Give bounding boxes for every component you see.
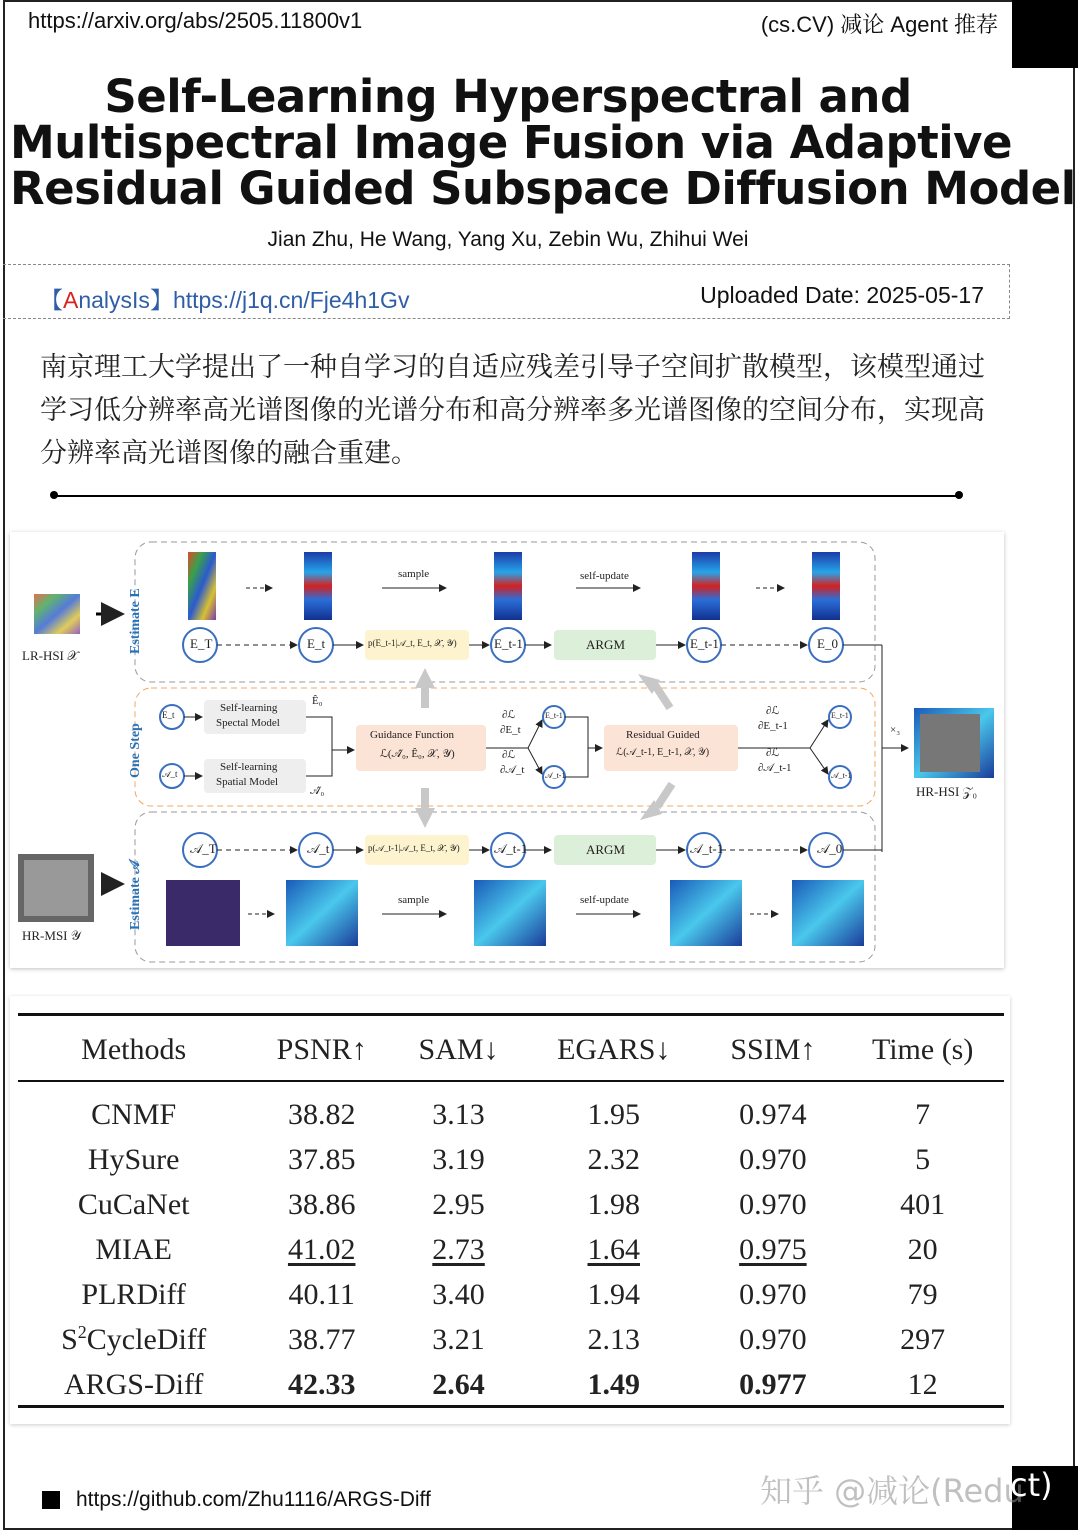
bracket: 】 [149, 287, 173, 313]
grad-label: ∂ℒ [502, 749, 516, 761]
separator-dot [955, 491, 963, 499]
table-row [18, 1362, 1004, 1407]
ssim-cell: 0.970 [739, 1142, 807, 1176]
small-node-label: 𝒜_t-1 [545, 771, 566, 780]
analysis-link[interactable] [40, 282, 409, 315]
grad-label: ∂ℒ [766, 747, 780, 759]
analysis-url[interactable]: https://j1q.cn/Fje4h1Gv [172, 287, 410, 313]
divider [1009, 264, 1010, 319]
method-cell: CNMF [91, 1097, 177, 1131]
time-cell: 79 [907, 1277, 938, 1311]
table-row [18, 1182, 1004, 1227]
psnr-cell: 41.02 [287, 1232, 356, 1266]
node-label: E_0 [817, 636, 838, 651]
col-header: Time (s) [871, 1033, 974, 1066]
grad-label: ∂E_t-1 [758, 720, 788, 732]
title-line: Residual Guided Subspace Diffusion Model [10, 162, 1076, 215]
egars-cell: 1.98 [587, 1187, 640, 1221]
node-label: E_t [307, 636, 326, 651]
node-label: E_t-1 [494, 636, 523, 651]
ssim-cell: 0.970 [739, 1322, 807, 1356]
egars-cell: 1.94 [587, 1277, 640, 1311]
e-hat-label: Ê₀ [312, 695, 323, 707]
grad-label: ∂ℒ [766, 705, 780, 717]
col-header: SAM↓ [418, 1033, 499, 1066]
method-cell: MIAE [95, 1232, 172, 1266]
grad-label: ∂ℒ [502, 709, 516, 721]
sample-label: sample [398, 894, 430, 906]
sam-cell: 3.19 [432, 1142, 485, 1176]
times-three-label: ×₃ [890, 724, 901, 736]
top-rule [18, 1013, 1004, 1016]
node-label: E_T [190, 636, 213, 651]
summary-text: 南京理工大学提出了一种自学习的自适应残差引导子空间扩散模型，该模型通过学习低分辨率高光谱图像的光谱分布和高分辨率多光谱图像的空间分布，实现高分辨率高光谱图像的融合重建。 [40, 352, 985, 469]
table-header-row [18, 1022, 1004, 1078]
node-label: E_t-1 [690, 636, 719, 651]
table-row [18, 1227, 1004, 1272]
node-label: 𝒜_t [307, 841, 330, 856]
guidance-function-label: Guidance Function [370, 729, 455, 741]
arxiv-link[interactable]: https://arxiv.org/abs/2505.11800v1 [28, 8, 363, 33]
node-label: 𝒜_0 [817, 841, 843, 856]
psnr-cell: 40.11 [288, 1277, 355, 1311]
analysis-word: nalysIs [78, 287, 150, 313]
bullet-square-icon [42, 1491, 60, 1509]
sam-cell: 2.73 [432, 1232, 485, 1266]
sam-cell: 3.40 [432, 1277, 485, 1311]
self-update-label: self-update [580, 894, 629, 906]
results-table [18, 1022, 1004, 1407]
node-label: 𝒜_t-1 [690, 841, 724, 856]
argm-label: ARGM [586, 842, 626, 857]
uploaded-date: Uploaded Date: 2025-05-17 [700, 282, 984, 308]
grad-label: ∂𝒜_t [500, 764, 525, 776]
grad-label: ∂𝒜_t-1 [758, 762, 792, 774]
results-table-box [10, 996, 1010, 1424]
psnr-cell: 37.85 [287, 1142, 356, 1176]
hr-msi-label: HR-MSI 𝒴 [22, 928, 81, 943]
corner-block-top [1012, 0, 1078, 68]
category-label: (cs.CV) 减论 Agent 推荐 [760, 12, 998, 37]
lr-hsi-cube [34, 594, 80, 634]
noise-image [166, 880, 240, 946]
egars-cell: 1.95 [587, 1097, 640, 1131]
sam-cell: 3.13 [432, 1097, 485, 1131]
ssim-cell: 0.974 [739, 1097, 807, 1131]
self-update-label: self-update [580, 570, 629, 582]
method-cell: PLRDiff [81, 1277, 186, 1311]
separator-line [52, 495, 960, 497]
egars-cell: 1.49 [587, 1367, 640, 1401]
sample-label: sample [398, 568, 430, 580]
spectral-model-label: Spectal Model [216, 717, 280, 729]
col-header: SSIM↑ [730, 1033, 816, 1066]
residual-guided-label: Residual Guided [626, 729, 700, 741]
col-header: PSNR↑ [276, 1033, 367, 1066]
small-node-label: E_t [162, 710, 175, 720]
spectral-model-label: Self-learning [220, 702, 278, 714]
method-cell: $S^2CycleDiff$ [61, 1322, 207, 1356]
egars-cell: 2.13 [587, 1322, 640, 1356]
divider [3, 264, 1010, 265]
estimate-a-label: Estimate 𝒜 [128, 860, 143, 930]
table-row [18, 1272, 1004, 1317]
title-line: Self-Learning Hyperspectral and [104, 70, 912, 123]
ssim-cell: 0.970 [739, 1187, 807, 1221]
ssim-cell: 0.975 [739, 1232, 807, 1266]
method-cell: CuCaNet [77, 1187, 190, 1221]
small-node-label: E_t-1 [831, 711, 849, 720]
estimate-e-label: Estimate E [128, 588, 143, 654]
spatial-model-label: Spatial Model [216, 776, 279, 788]
guidance-function-formula: ℒ(𝒜̂₀, Ê₀, 𝒳, 𝒴) [380, 748, 455, 760]
col-header: Methods [81, 1033, 187, 1066]
time-cell: 297 [900, 1322, 946, 1356]
watermark: 知乎 @减论(Redu [760, 1472, 1024, 1510]
hr-hsi-label: HR-HSI 𝒵₀ [916, 784, 978, 799]
one-step-label: One Step [128, 723, 143, 778]
time-cell: 20 [907, 1232, 938, 1266]
separator-dot [50, 491, 58, 499]
node-label: 𝒜_T [190, 841, 217, 856]
method-cell: ARGS-Diff [63, 1367, 204, 1401]
title-line: Multispectral Image Fusion via Adaptive [10, 116, 1012, 169]
city-image [286, 880, 358, 946]
conditional-top: p(E_t-1|𝒜_t, E_t, 𝒳, 𝒴) [368, 638, 457, 648]
github-link[interactable]: https://github.com/Zhu1116/ARGS-Diff [76, 1488, 431, 1511]
method-cell: HySure [87, 1142, 180, 1176]
sam-cell: 2.95 [432, 1187, 485, 1221]
small-node-label: 𝒜_t-1 [831, 771, 852, 780]
noise-strip [188, 552, 216, 620]
argm-label: ARGM [586, 637, 626, 652]
spatial-model-label: Self-learning [220, 761, 278, 773]
ssim-cell: 0.977 [739, 1367, 807, 1401]
a-hat-label: 𝒜̂₀ [310, 785, 325, 797]
egars-cell: 2.32 [587, 1142, 640, 1176]
node-label: 𝒜_t-1 [494, 841, 528, 856]
lr-hsi-label: LR-HSI 𝒳 [22, 648, 79, 663]
grad-label: ∂E_t [500, 724, 521, 736]
col-header: EGARS↓ [557, 1033, 671, 1066]
table-row [18, 1317, 1004, 1362]
authors: Jian Zhu, He Wang, Yang Xu, Zebin Wu, Zhihui Wei [267, 228, 749, 251]
conditional-bottom: p(𝒜_t-1|𝒜_t, E_t, 𝒳, 𝒴) [368, 843, 460, 853]
method-figure [10, 532, 1004, 968]
psnr-cell: 38.82 [287, 1097, 356, 1131]
heat-strip [304, 552, 332, 620]
table-row [18, 1092, 1004, 1137]
watermark-tail: ct) [1010, 1466, 1053, 1504]
time-cell: 401 [900, 1187, 946, 1221]
psnr-cell: 38.86 [287, 1187, 356, 1221]
table-row [18, 1137, 1004, 1182]
psnr-cell: 38.77 [287, 1322, 356, 1356]
small-node-label: E_t-1 [545, 711, 563, 720]
time-cell: 7 [915, 1097, 931, 1131]
sam-cell: 3.21 [432, 1322, 485, 1356]
psnr-cell: 42.33 [287, 1367, 356, 1401]
residual-guided-formula: ℒ(𝒜_t-1, E_t-1, 𝒳, 𝒴) [616, 747, 710, 758]
ssim-cell: 0.970 [739, 1277, 807, 1311]
small-node-label: 𝒜_t [162, 769, 178, 779]
egars-cell: 1.64 [587, 1232, 640, 1266]
sam-cell: 2.64 [432, 1367, 485, 1401]
time-cell: 5 [915, 1142, 931, 1176]
analysis-initial: A [63, 287, 79, 313]
time-cell: 12 [907, 1367, 938, 1401]
divider [3, 318, 1010, 319]
paper-title [10, 70, 1076, 215]
bracket: 【 [40, 287, 63, 313]
